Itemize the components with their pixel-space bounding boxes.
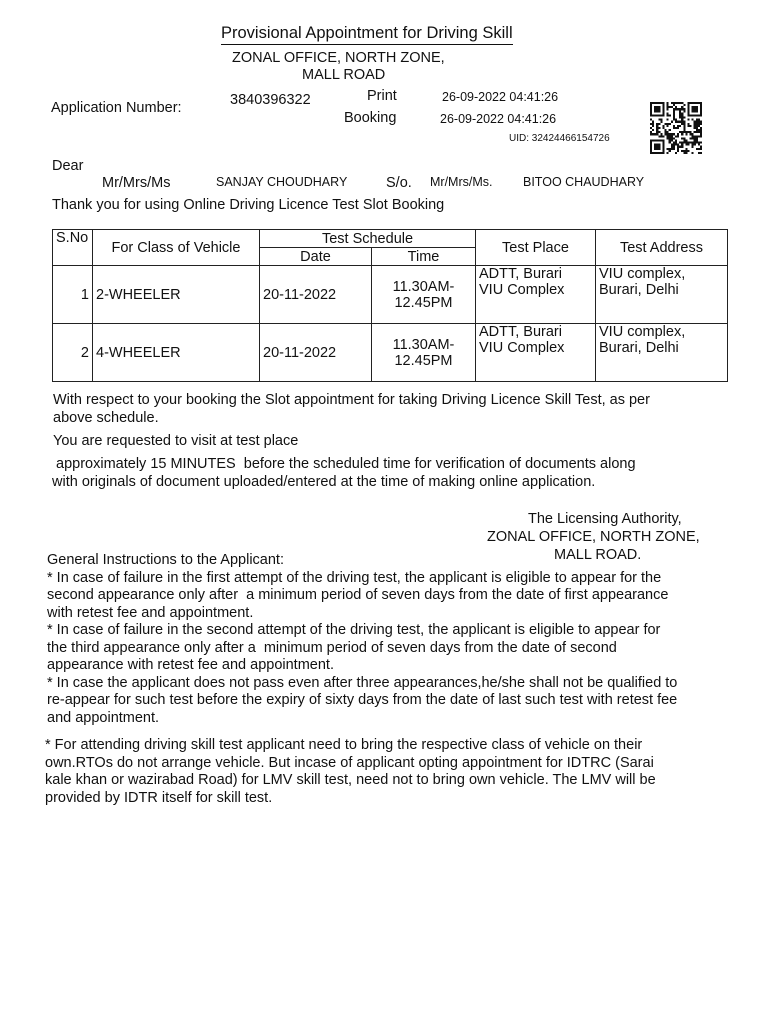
instruction-line: * In case of failure in the first attempt of the driving test, the applicant is eligible to appear for the [47,569,662,586]
cell-time [372,266,476,324]
relation-prefix: Mr/Mrs/Ms. [430,175,493,189]
relation-name: BITOO CHAUDHARY [523,175,645,189]
instruction-line: second appearance only after a minimum period of seven days from the date of first appearance [47,587,669,603]
cell-address-line: VIU complex, [599,324,686,340]
header-place: Test Place [476,230,596,266]
vehicle-line: * For attending driving skill test applicant need to bring the respective class of vehicle on their [45,737,643,753]
instructions-heading: General Instructions to the Applicant: [47,552,284,568]
office-line-1: ZONAL OFFICE, NORTH ZONE, [232,50,445,66]
approx-line: with originals of document uploaded/entered at the time of making online application. [52,473,596,490]
header-time: Time [372,248,476,266]
cell-place-line: ADTT, Burari [479,266,562,282]
instruction-line: the third appearance only after a minimum period of seven days from the date of second [47,639,617,656]
instruction-line: with retest fee and appointment. [47,604,254,621]
approx-paragraph [52,456,636,491]
title-prefix: Mr/Mrs/Ms [102,175,171,191]
instruction-line: * In case of failure in the second attempt of the driving test, the applicant is eligible to appear for [47,622,661,638]
vehicle-instructions [45,737,656,807]
print-label: Print [367,88,397,104]
cell-address-line: Burari, Delhi [599,282,679,298]
print-time: 26-09-2022 04:41:26 [442,90,559,104]
respect-paragraph [53,392,650,427]
respect-line: above schedule. [53,409,159,426]
cell-date: 20-11-2022 [260,324,372,382]
instruction-line: appearance with retest fee and appointment. [47,657,334,673]
approx-line: approximately 15 MINUTES before the scheduled time for verification of documents along [52,456,636,472]
table-row [53,324,728,382]
vehicle-line: own.RTOs do not arrange vehicle. But incase of applicant opting appointment for IDTRC (Sarai [45,754,654,771]
qr-code-icon [650,102,702,154]
cell-address [596,324,728,382]
instructions-block [47,552,677,727]
header-schedule: Test Schedule [260,230,476,248]
thanks-text: Thank you for using Online Driving Licence Test Slot Booking [52,197,445,213]
instruction-line: and appointment. [47,709,160,726]
header-date: Date [260,248,372,266]
cell-place-line: VIU Complex [479,282,565,298]
cell-address-line: VIU complex, [599,266,686,282]
cell-sno: 1 [53,266,93,324]
cell-address-line: Burari, Delhi [599,340,679,356]
cell-place-line: ADTT, Burari [479,324,562,340]
dear-text: Dear [52,158,84,174]
cell-class: 4-WHEELER [93,324,260,382]
office-line-2: MALL ROAD [302,67,386,83]
header-sno: S.No [53,230,93,266]
header-address: Test Address [596,230,728,266]
cell-sno: 2 [53,324,93,382]
respect-line: With respect to your booking the Slot appointment for taking Driving Licence Skill Test, as per [53,392,650,408]
booking-label: Booking [344,110,397,126]
cell-place-line: VIU Complex [479,340,565,356]
visit-text: You are requested to visit at test place [53,433,299,449]
cell-class: 2-WHEELER [93,266,260,324]
applicant-name: SANJAY CHOUDHARY [216,175,348,189]
authority-line-3: MALL ROAD. [554,547,642,563]
application-number-label: Application Number: [51,100,182,116]
vehicle-line: provided by IDTR itself for skill test. [45,789,273,806]
cell-time-line: 11.30AM- [392,278,455,295]
relation-label: S/o. [386,175,412,191]
cell-time-line: 12.45PM [394,294,453,311]
table-header-row [53,230,728,248]
table-row [53,266,728,324]
header-class: For Class of Vehicle [93,230,260,266]
vehicle-line: kale khan or wazirabad Road) for LMV skill test, need not to bring own vehicle. The LMV will be [45,772,656,788]
cell-time [372,324,476,382]
page-title: Provisional Appointment for Driving Skill [221,24,513,45]
application-number: 3840396322 [230,92,311,108]
uid-text: UID: 32424466154726 [509,133,610,144]
cell-address [596,266,728,324]
schedule-table [52,229,728,382]
instruction-line: * In case the applicant does not pass even after three appearances,he/she shall not be qualified to [47,674,678,691]
instruction-line: re-appear for such test before the expiry of sixty days from the date of last such test with retest fee [47,692,678,708]
cell-date: 20-11-2022 [260,266,372,324]
cell-time-line: 11.30AM- [392,336,455,353]
cell-place [476,266,596,324]
cell-time-line: 12.45PM [394,352,453,369]
cell-place [476,324,596,382]
booking-time: 26-09-2022 04:41:26 [440,112,557,126]
authority-line-2: ZONAL OFFICE, NORTH ZONE, [487,529,700,545]
authority-line-1: The Licensing Authority, [528,511,682,527]
